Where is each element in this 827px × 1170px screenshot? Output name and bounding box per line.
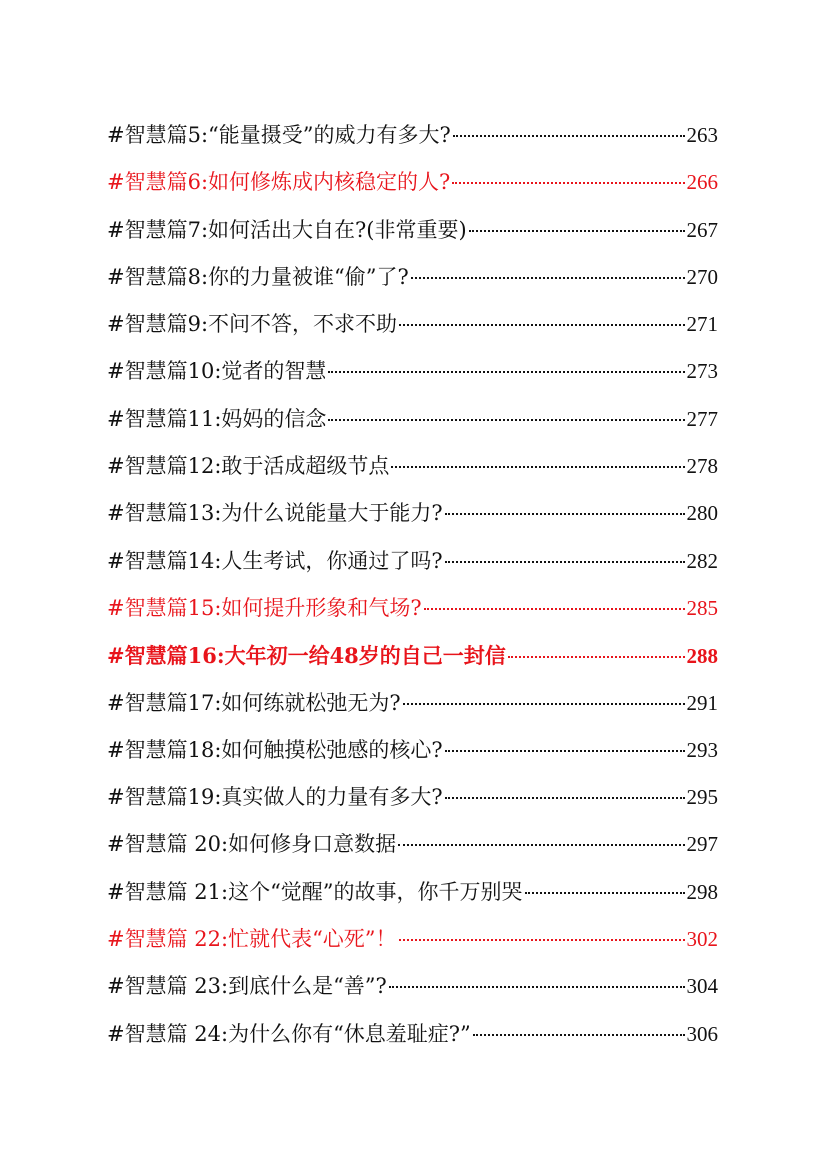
toc-entry-page: 288: [686, 644, 718, 669]
toc-entry[interactable]: [107, 490, 718, 537]
dot-leader: [403, 703, 685, 705]
toc-entry[interactable]: [107, 538, 718, 585]
dot-leader: [424, 608, 685, 610]
toc-entry[interactable]: [107, 348, 718, 395]
toc-entry-page: 277: [686, 406, 718, 431]
dot-leader: [445, 561, 685, 563]
table-of-contents: [107, 112, 718, 1058]
toc-entry-title: #智慧篇 20:如何修身口意数据: [107, 832, 397, 857]
toc-entry-title: #智慧篇5:“能量摄受”的威力有多大?: [107, 123, 451, 147]
toc-entry-page: 267: [686, 217, 718, 242]
toc-entry[interactable]: [107, 254, 718, 301]
toc-entry-title: #智慧篇13:为什么说能量大于能力?: [107, 501, 443, 526]
toc-entry[interactable]: [107, 396, 718, 443]
dot-leader: [398, 844, 684, 846]
dot-leader: [389, 986, 685, 988]
toc-entry-page: 270: [686, 264, 718, 289]
toc-entry-page: 304: [686, 974, 718, 999]
dot-leader: [391, 466, 684, 468]
toc-entry[interactable]: [107, 159, 718, 206]
toc-entry-page: 273: [686, 359, 718, 384]
toc-entry-title: #智慧篇14:人生考试，你通过了吗?: [107, 548, 443, 573]
toc-entry-page: 295: [686, 785, 718, 810]
toc-entry[interactable]: [107, 443, 718, 490]
toc-entry-page: 297: [686, 832, 718, 857]
toc-entry[interactable]: [107, 1011, 718, 1058]
toc-entry-page: 293: [686, 737, 718, 762]
toc-entry-title: #智慧篇 21:这个“觉醒”的故事，你千万别哭: [107, 879, 523, 904]
dot-leader: [445, 750, 685, 752]
toc-entry-title: #智慧篇 23:到底什么是“善”?: [107, 974, 387, 999]
toc-entry-page: 306: [686, 1021, 718, 1046]
toc-entry-page: 298: [686, 879, 718, 904]
dot-leader: [453, 135, 685, 137]
dot-leader: [508, 656, 685, 658]
dot-leader: [525, 892, 685, 894]
toc-entry[interactable]: [107, 632, 718, 679]
toc-entry[interactable]: [107, 963, 718, 1010]
toc-entry-page: 285: [686, 595, 718, 620]
toc-entry-title: #智慧篇16:大年初一给48岁的自己一封信: [107, 643, 506, 669]
dot-leader: [399, 324, 684, 326]
dot-leader: [469, 230, 685, 232]
dot-leader: [328, 419, 684, 421]
toc-entry-title: #智慧篇15:如何提升形象和气场?: [107, 595, 422, 620]
toc-entry[interactable]: [107, 207, 718, 254]
toc-entry-page: 266: [686, 170, 718, 195]
toc-entry-title: #智慧篇12:敢于活成超级节点: [107, 454, 390, 479]
toc-entry[interactable]: [107, 680, 718, 727]
toc-entry-page: 302: [686, 927, 718, 952]
dot-leader: [328, 371, 684, 373]
toc-entry[interactable]: [107, 774, 718, 821]
toc-entry-title: #智慧篇11:妈妈的信念: [107, 406, 327, 431]
toc-entry-title: #智慧篇 22:忙就代表“心死”！: [107, 927, 397, 952]
toc-entry[interactable]: [107, 916, 718, 963]
toc-entry[interactable]: [107, 112, 718, 159]
toc-entry[interactable]: [107, 585, 718, 632]
toc-entry-title: #智慧篇18:如何触摸松弛感的核心?: [107, 737, 443, 762]
toc-entry-page: 263: [686, 123, 718, 147]
toc-entry-page: 278: [686, 454, 718, 479]
toc-entry[interactable]: [107, 869, 718, 916]
dot-leader: [445, 513, 685, 515]
toc-entry-page: 280: [686, 501, 718, 526]
toc-entry-page: 282: [686, 548, 718, 573]
dot-leader: [452, 182, 684, 184]
toc-entry-title: #智慧篇17:如何练就松弛无为?: [107, 690, 401, 715]
toc-entry-title: #智慧篇9:不问不答，不求不助: [107, 312, 398, 337]
toc-entry-title: #智慧篇6:如何修炼成内核稳定的人?: [107, 170, 451, 195]
dot-leader: [411, 277, 685, 279]
toc-entry-title: #智慧篇19:真实做人的力量有多大?: [107, 785, 443, 810]
toc-entry-title: #智慧篇7:如何活出大自在?(非常重要): [107, 217, 467, 242]
toc-entry-title: #智慧篇10:觉者的智慧: [107, 359, 327, 384]
toc-entry[interactable]: [107, 301, 718, 348]
toc-entry-page: 271: [686, 312, 718, 337]
toc-entry-page: 291: [686, 690, 718, 715]
dot-leader: [399, 939, 685, 941]
toc-entry[interactable]: [107, 821, 718, 868]
toc-entry-title: #智慧篇8:你的力量被谁“偷”了?: [107, 264, 409, 289]
toc-entry-title: #智慧篇 24:为什么你有“休息羞耻症?”: [107, 1021, 471, 1046]
dot-leader: [473, 1034, 685, 1036]
dot-leader: [445, 797, 685, 799]
toc-entry[interactable]: [107, 727, 718, 774]
